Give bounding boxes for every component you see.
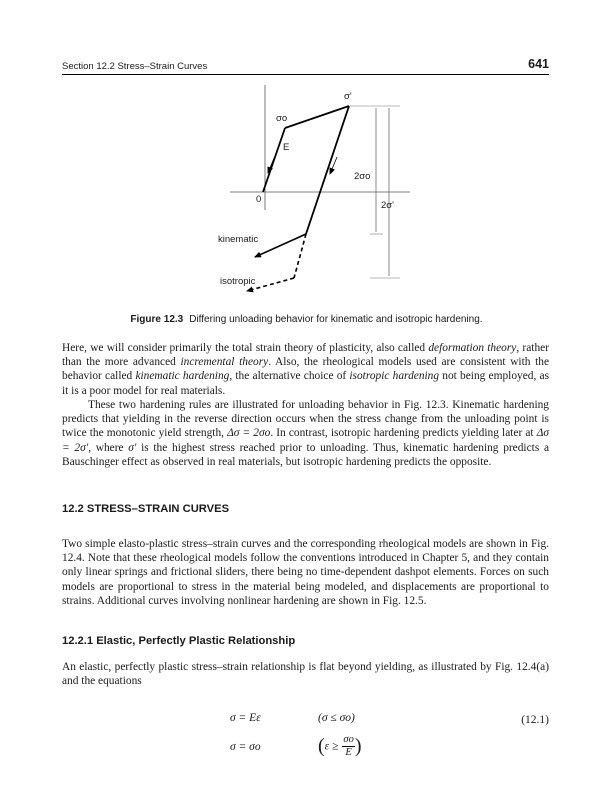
- p1-text-4: , the alternative choice of: [229, 370, 350, 383]
- isotropic-unloading-extension: [294, 234, 306, 278]
- equation-row-2: [230, 734, 362, 759]
- equation-12-1: [230, 712, 549, 772]
- p2-text-2: . In contrast, isotropic hardening predicts yielding later at: [270, 427, 537, 440]
- figure-caption: [0, 314, 613, 325]
- label-sigma-o: σo: [276, 113, 288, 124]
- eq-frac-denominator: E: [345, 747, 352, 758]
- equation-row-1: [230, 712, 355, 724]
- term-kinematic-hardening: kinematic hardening: [135, 370, 230, 383]
- elastic-loading-line: [263, 128, 285, 192]
- eq-row1-condition: (σ ≤ σo): [318, 712, 355, 724]
- eq-row2-lhs: σ = σo: [230, 740, 261, 753]
- p1-text-1: Here, we will consider primarily the total strain theory of plasticity, also called: [62, 342, 429, 354]
- term-incremental-theory: incremental theory: [180, 356, 269, 369]
- eq-row2-open-paren: (: [318, 735, 325, 757]
- term-isotropic-hardening: isotropic hardening: [349, 370, 440, 383]
- label-two-sigma-o: 2σo: [354, 171, 371, 182]
- figure-caption-text: Differing unloading behavior for kinematic and isotropic hardening.: [189, 314, 483, 325]
- paragraph-stress-strain-curves: Two simple elasto-plastic stress–strain curves and the corresponding rheological models are shown in Fig. 12.4. Note that these rheological models follow the conventions introduced in Chapter 5, and they contain only linear springs and frictional sliders, there being no time-dependent dashpot elements. Forces on such models are proportional to stress in the material being modeled, and displacements are proportional to strains. Additional curves involving nonlinear hardening are shown in Fig. 12.5.: [62, 538, 549, 607]
- p1-text-5: not being employed, as it is a poor model for real materials.: [62, 370, 549, 397]
- elastic-unloading-line: [306, 106, 349, 234]
- label-sigma-prime: σ': [344, 91, 352, 102]
- header-rule: [62, 74, 549, 75]
- label-kinematic: kinematic: [218, 234, 259, 245]
- figure-number: Figure 12.3: [130, 314, 184, 325]
- equation-number: (12.1): [521, 714, 549, 726]
- figure-12-3: [210, 85, 410, 290]
- subsection-heading: 12.2.1 Elastic, Perfectly Plastic Relationship: [62, 635, 296, 647]
- math-kinematic-yield: Δσ = 2σo: [227, 427, 271, 440]
- label-origin: 0: [256, 194, 262, 205]
- eq-row2-fraction: [342, 734, 354, 759]
- math-isotropic-yield: Δσ = 2σ′: [62, 427, 549, 454]
- p2-text-1: These two hardening rules are illustrated for unloading behavior in Fig. 12.3. Kinematic hardening predicts that yielding in the reverse direction occurs when the stress change from the unloading point is twice the monotonic yield strength,: [62, 399, 549, 440]
- paragraph-elastic-plastic: An elastic, perfectly plastic stress–strain relationship is flat beyond yielding, as illustrated by Fig. 12.4(a) and the equations: [62, 661, 549, 688]
- label-modulus-e: E: [283, 142, 290, 153]
- math-sigma-prime: σ′: [128, 441, 137, 454]
- section-title: Section 12.2 Stress–Strain Curves: [62, 61, 208, 72]
- kinematic-path: [255, 234, 306, 257]
- label-two-sigma-prime: 2σ': [381, 200, 394, 211]
- term-deformation-theory: deformation theory: [428, 342, 517, 354]
- page-number: 641: [528, 57, 549, 71]
- eq-row2-condition: ε ≥: [324, 740, 339, 753]
- eq-row2-close-paren: ): [354, 735, 362, 757]
- eq-frac-numerator: σo: [343, 734, 354, 745]
- hardening-diagram: [210, 85, 410, 290]
- section-heading: 12.2 STRESS–STRAIN CURVES: [62, 503, 230, 515]
- p1-text-3: . Also, the rheological models used are consistent with the behavior called: [62, 356, 550, 383]
- p1-text-2: , rather than the more advanced: [62, 342, 549, 369]
- paragraph-theory: [62, 341, 549, 398]
- running-header: [62, 57, 549, 75]
- paragraph-hardening-rules: [62, 398, 549, 469]
- eq-row1-lhs: σ = Eε: [230, 712, 261, 724]
- hardening-line: [285, 106, 349, 128]
- label-isotropic: isotropic: [220, 276, 256, 287]
- p2-text-3: , where: [88, 441, 129, 454]
- p2-text-4: is the highest stress reached prior to unloading. Thus, kinematic hardening predicts a Bauschinger effect as observed in real materials, but isotropic hardening predicts the opposite.: [62, 441, 550, 468]
